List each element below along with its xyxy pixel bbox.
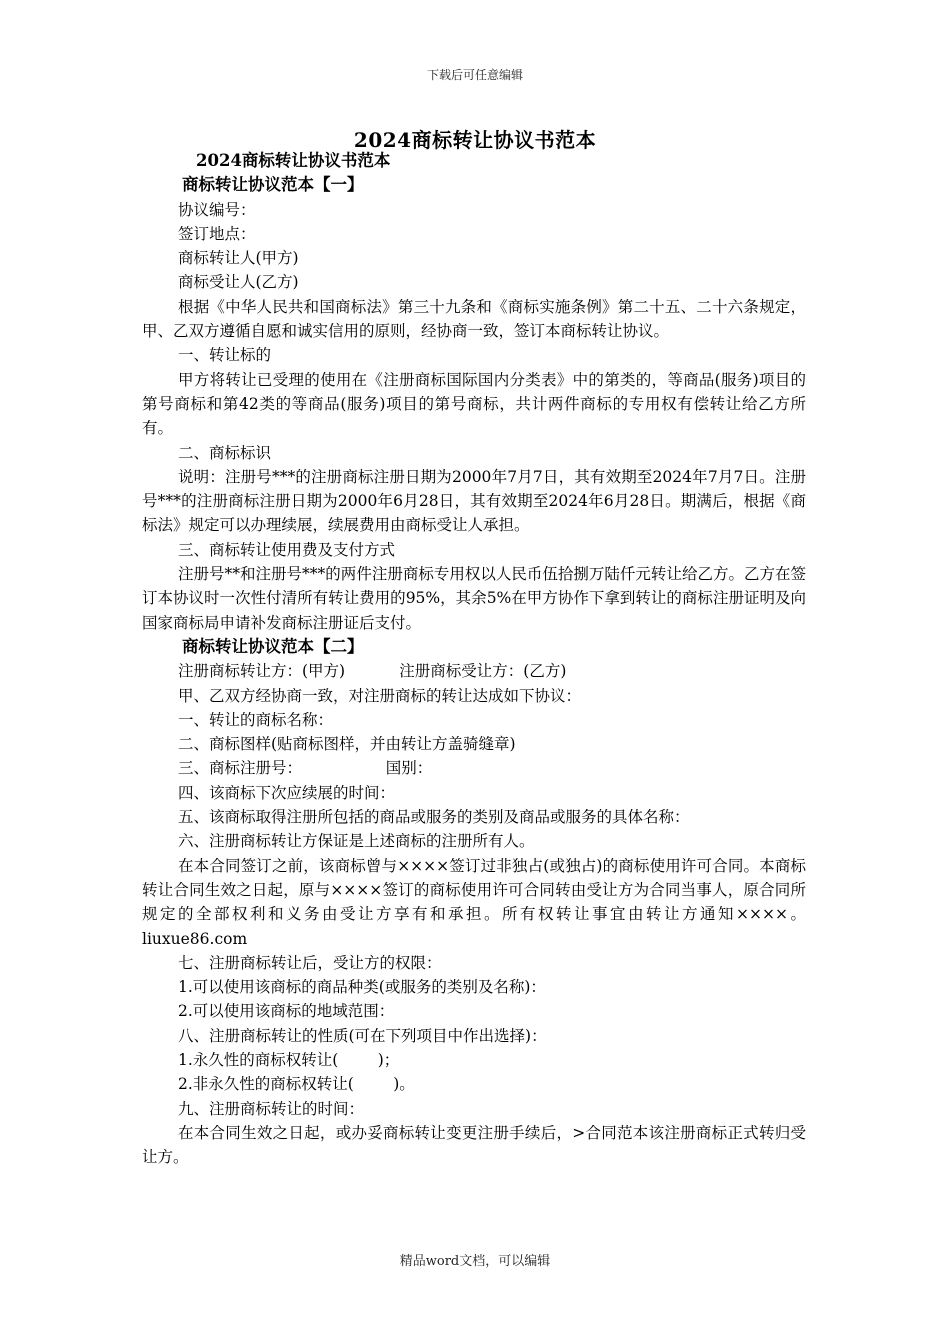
clause-line: 1.可以使用该商标的商品种类(或服务的类别及名称)：	[178, 978, 546, 997]
option-line: 1.永久性的商标权转让( )；	[178, 1050, 400, 1069]
transferee-party: 商标受让人(乙方)	[178, 273, 299, 292]
document-body	[142, 149, 806, 1169]
clause-paragraph: 甲方将转让已受理的使用在《注册商标国际国内分类表》中的第类的，等商品(服务)项目的第号商标和第42类的等商品(服务)项目的第号商标，共计两件商标的专用权有偿转让给乙方所有。	[142, 370, 806, 438]
clause-line: 七、注册商标转让后，受让方的权限：	[178, 953, 442, 972]
section-1-heading: 商标转让协议范本【一】	[182, 175, 364, 195]
clause-line: 六、注册商标转让方保证是上述商标的注册所有人。	[178, 832, 535, 851]
clause-paragraph: 说明：注册号***的注册商标注册日期为2000年7月7日，其有效期至2024年7月7日。注册号***的注册商标注册日期为2000年6月28日，其有效期至2024年6月28日。期满后，根据《商标法》规定可以办理续展，续展费用由商标受让人承担。	[142, 467, 806, 535]
document-subtitle: 2024商标转让协议书范本	[196, 151, 391, 170]
clause-paragraph: 注册号**和注册号***的两件注册商标专用权以人民币伍拾捌万陆仟元转让给乙方。乙方在签订本协议时一次性付清所有转让费用的95%，其余5%在甲方协作下拿到转让的商标注册证明及向国家商标局申请补发商标注册证后支付。	[142, 565, 806, 632]
section-2-heading: 商标转让协议范本【二】	[182, 636, 364, 656]
document-title: 2024商标转让协议书范本	[353, 128, 597, 152]
clause-line: 五、该商标取得注册所包括的商品或服务的类别及商品或服务的具体名称：	[178, 808, 690, 827]
clause-paragraph: 在本合同签订之前，该商标曾与××××签订过非独占(或独占)的商标使用许可合同。本商标转让合同生效之日起，原与××××签订的商标使用许可合同转由受让方为合同当事人，原合同所规定的全部权利和义务由受让方享有和承担。所有权转让事宜由转让方通知××××。liuxue86.com	[142, 856, 806, 948]
clause-line: 三、商标注册号： 国别：	[178, 759, 433, 778]
clause-line: 2.可以使用该商标的地域范围：	[178, 1002, 395, 1021]
clause-line: 九、注册商标转让的时间：	[178, 1099, 365, 1118]
clause-line: 二、商标图样(贴商标图样，并由转让方盖骑缝章)	[178, 735, 516, 754]
agreement-number: 协议编号：	[178, 200, 256, 219]
signing-location: 签订地点：	[178, 224, 256, 243]
clause-paragraph: 在本合同生效之日起，或办妥商标转让变更注册手续后，>合同范本该注册商标正式转归受让方。	[142, 1123, 806, 1167]
clause-line: 一、转让的商标名称：	[178, 710, 334, 729]
agreement-intro: 甲、乙双方经协商一致，对注册商标的转让达成如下协议：	[178, 686, 582, 705]
clause-line: 八、注册商标转让的性质(可在下列项目中作出选择)：	[178, 1026, 547, 1045]
preamble-paragraph: 根据《中华人民共和国商标法》第三十九条和《商标实施条例》第二十五、二十六条规定，甲、乙双方遵循自愿和诚实信用的原则，经协商一致，签订本商标转让协议。	[142, 297, 806, 341]
clause-line: 四、该商标下次应续展的时间：	[178, 783, 396, 802]
parties-line: 注册商标转让方：(甲方) 注册商标受让方：(乙方)	[178, 662, 567, 681]
page-footer: 精品word文档，可以编辑	[399, 1254, 551, 1269]
clause-heading: 一、转让标的	[178, 346, 272, 365]
transferor-party: 商标转让人(甲方)	[178, 249, 299, 268]
clause-heading: 二、商标标识	[178, 443, 272, 462]
clause-heading: 三、商标转让使用费及支付方式	[178, 540, 396, 559]
page-header: 下载后可任意编辑	[426, 68, 523, 82]
option-line: 2.非永久性的商标权转让( )。	[178, 1075, 415, 1094]
